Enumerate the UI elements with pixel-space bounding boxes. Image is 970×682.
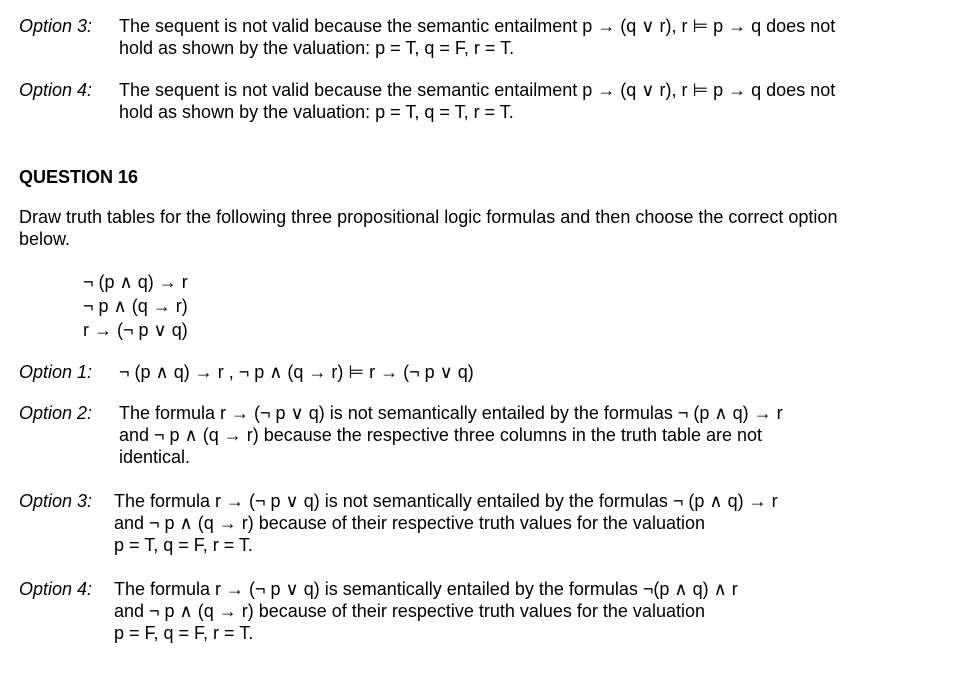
option-text (119, 361, 950, 383)
option-label: Option 4: (19, 80, 93, 100)
option-label: Option 2: (19, 403, 93, 423)
prev-option-3 (19, 15, 950, 59)
option-line: hold as shown by the valuation: p = T, q = F, r = T. (119, 38, 515, 58)
option-line: The sequent is not valid because the semantic entailment p → (q ∨ r), r ⊨ p → q does not (119, 80, 836, 100)
option-text (114, 578, 950, 644)
formula-3: r → (¬ p ∨ q) (83, 320, 188, 340)
prev-option-4 (19, 79, 950, 123)
option-label: Option 1: (19, 362, 93, 382)
option-4[interactable] (19, 578, 950, 644)
option-line: The sequent is not valid because the semantic entailment p → (q ∨ r), r ⊨ p → q does not (119, 16, 836, 36)
option-2[interactable] (19, 402, 950, 468)
formula-1: ¬ (p ∧ q) → r (83, 272, 188, 292)
option-line: and ¬ p ∧ (q → r) because of their respective truth values for the valuation (114, 601, 705, 621)
option-text (119, 15, 950, 59)
question-title: QUESTION 16 (19, 167, 139, 187)
option-line: The formula r → (¬ p ∨ q) is semantically entailed by the formulas ¬(p ∧ q) ∧ r (114, 579, 738, 599)
option-line: ¬ (p ∧ q) → r , ¬ p ∧ (q → r) ⊨ r → (¬ p ∨ q) (119, 362, 474, 382)
option-label: Option 3: (19, 491, 93, 511)
option-label: Option 3: (19, 16, 93, 36)
option-line: and ¬ p ∧ (q → r) because the respective three columns in the truth table are not (119, 425, 763, 445)
option-line: p = T, q = F, r = T. (114, 535, 253, 555)
option-line: hold as shown by the valuation: p = T, q = T, r = T. (119, 102, 514, 122)
option-line: identical. (119, 447, 191, 467)
option-line: The formula r → (¬ p ∨ q) is not semantically entailed by the formulas ¬ (p ∧ q) → r (119, 403, 783, 423)
option-line: p = F, q = F, r = T. (114, 623, 254, 643)
option-text (114, 490, 950, 556)
option-1[interactable] (19, 361, 950, 383)
option-text (119, 402, 950, 468)
option-line: and ¬ p ∧ (q → r) because of their respective truth values for the valuation (114, 513, 705, 533)
prompt-line: Draw truth tables for the following three propositional logic formulas and then choose the correct option (19, 207, 838, 227)
formula-2: ¬ p ∧ (q → r) (83, 296, 188, 316)
option-line: The formula r → (¬ p ∨ q) is not semantically entailed by the formulas ¬ (p ∧ q) → r (114, 491, 778, 511)
question-prompt (19, 206, 950, 250)
option-label: Option 4: (19, 579, 93, 599)
option-text (119, 79, 950, 123)
prompt-line: below. (19, 229, 71, 249)
option-3[interactable] (19, 490, 950, 556)
